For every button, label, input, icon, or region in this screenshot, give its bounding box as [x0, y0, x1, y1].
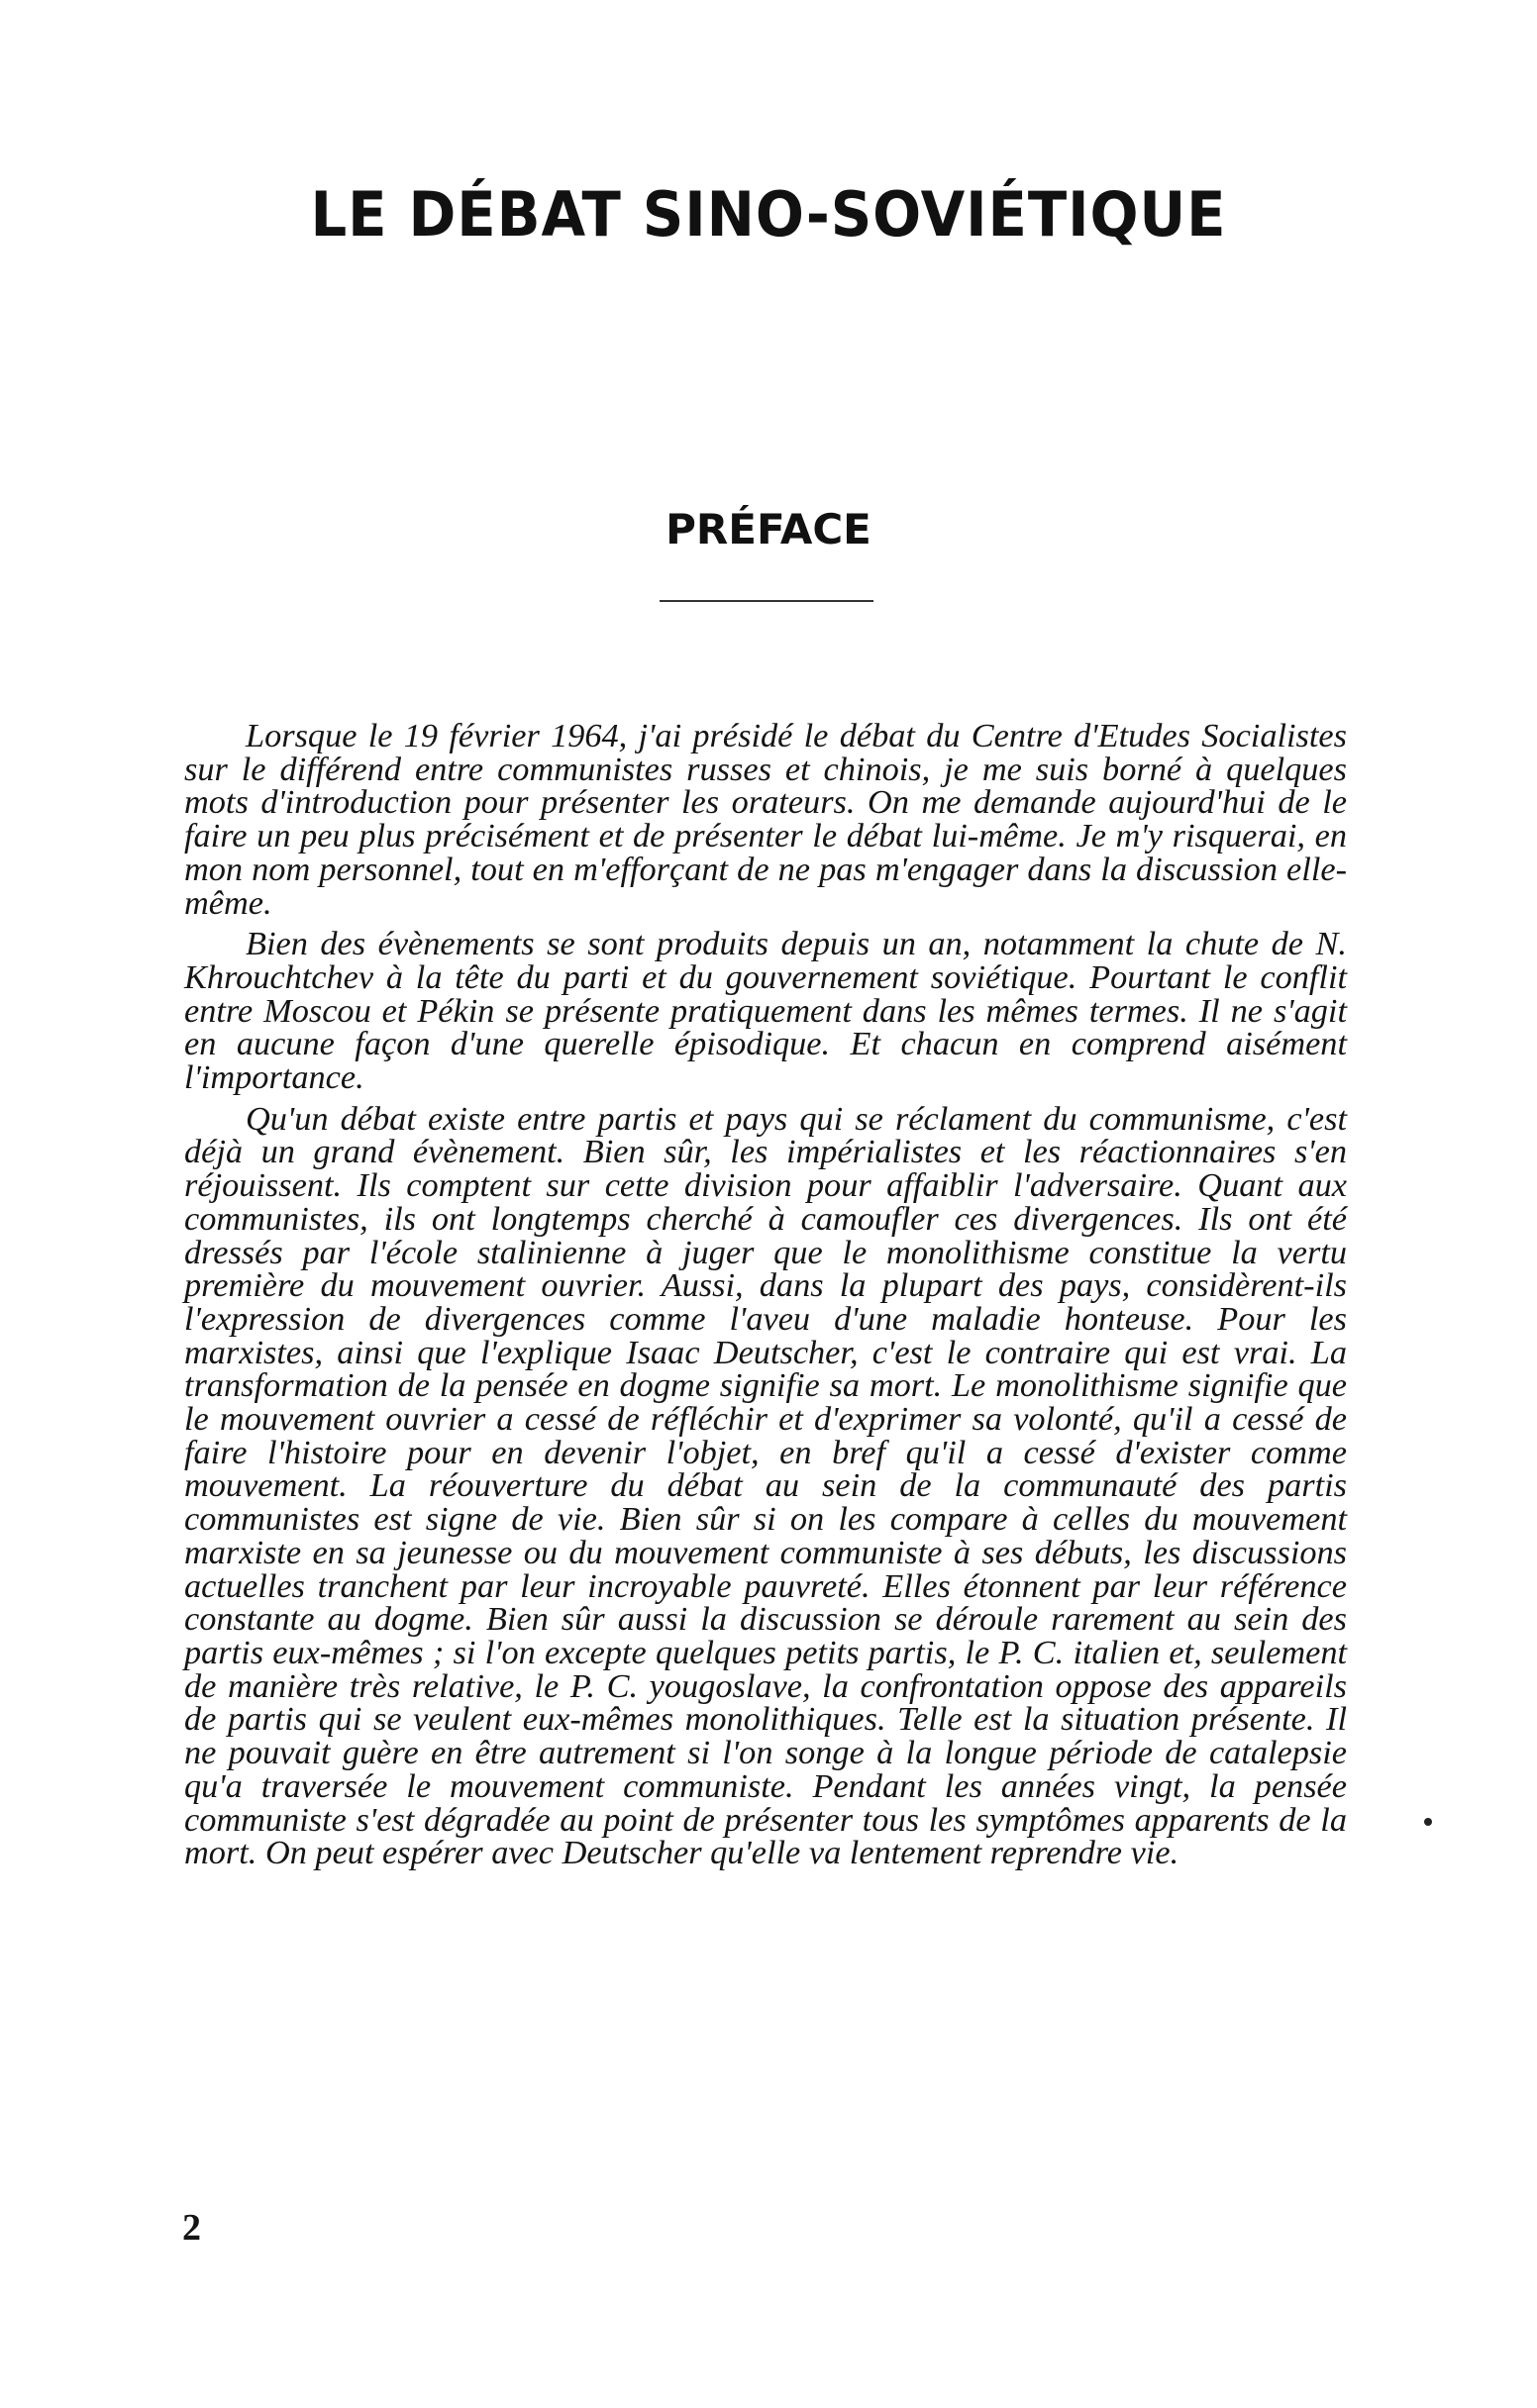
paragraph: Lorsque le 19 février 1964, j'ai présidé le débat du Centre d'Etudes Socialistes sur le différend entre communistes russes et chinois, je me suis borné à quelques mots d'introduction pour présenter les orateurs. On me demande aujourd'hui de le faire un peu plus précisément et de présenter le débat lui-même. Je m'y risquerai, en mon nom personnel, tout en m'efforçant de ne pas m'engager dans la discussion elle-même. [184, 717, 1347, 922]
page-number: 2 [182, 2207, 201, 2249]
paragraph: Qu'un débat existe entre partis et pays qui se réclament du communisme, c'est déjà un grand évènement. Bien sûr, les impérialistes et les réactionnaires s'en réjouissent. Ils comptent sur cette division pour affaiblir l'adversaire. Quant aux communistes, ils ont longtemps cherché à camoufler ces divergences. Ils ont été dressés par l'école stalinienne à juger que le monolithisme constitue la vertu première du mouvement ouvrier. Aussi, dans la plupart des pays, considèrent-ils l'expression de divergences comme l'aveu d'une maladie honteuse. Pour les marxistes, ainsi que l'explique Isaac Deutscher, c'est le contraire qui est vrai. La transformation de la pensée en dogme signifie sa mort. Le monolithisme signifie que le mouvement ouvrier a cessé de réfléchir et d'exprimer sa volonté, qu'il a cessé de faire l'histoire pour en devenir l'objet, en bref qu'il a cessé d'exister comme mouvement. La réouverture du débat au sein de la communauté des partis communistes est signe de vie. Bien sûr si on les compare à celles du mouvement marxiste en sa jeunesse ou du mouvement communiste à ses débuts, les discussions actuelles tranchent par leur incroyable pauvreté. Elles étonnent par leur référence constante au dogme. Bien sûr aussi la discussion se déroule rarement au sein des partis eux-mêmes ; si l'on excepte quelques petits partis, le P. C. italien et, seulement de manière très relative, le P. C. yougoslave, la confrontation oppose des appareils de partis qui se veulent eux-mêmes monolithiques. Telle est la situation présente. Il ne pouvait guère en être autrement si l'on songe à la longue période de catalepsie qu'a traversée le mouvement communiste. Pendant les années vingt, la pensée communiste s'est dégradée au point de présenter tous les symptômes apparents de la mort. On peut espérer avec Deutscher qu'elle va lentement reprendre vie. [184, 1099, 1347, 1872]
section-title: PRÉFACE [666, 505, 871, 553]
body-text [184, 717, 1347, 1878]
title-divider [660, 600, 873, 602]
document-title: LE DÉBAT SINO-SOVIÉTIQUE [310, 178, 1227, 251]
ink-speck [1424, 1818, 1432, 1826]
paragraph: Bien des évènements se sont produits depuis un an, notamment la chute de N. Khrouchtchev à la tête du parti et du gouvernement soviétique. Pourtant le conflit entre Moscou et Pékin se présente pratiquement dans les mêmes termes. Il ne s'agit en aucune façon d'une querelle épisodique. Et chacun en comprend aisément l'importance. [184, 925, 1347, 1097]
